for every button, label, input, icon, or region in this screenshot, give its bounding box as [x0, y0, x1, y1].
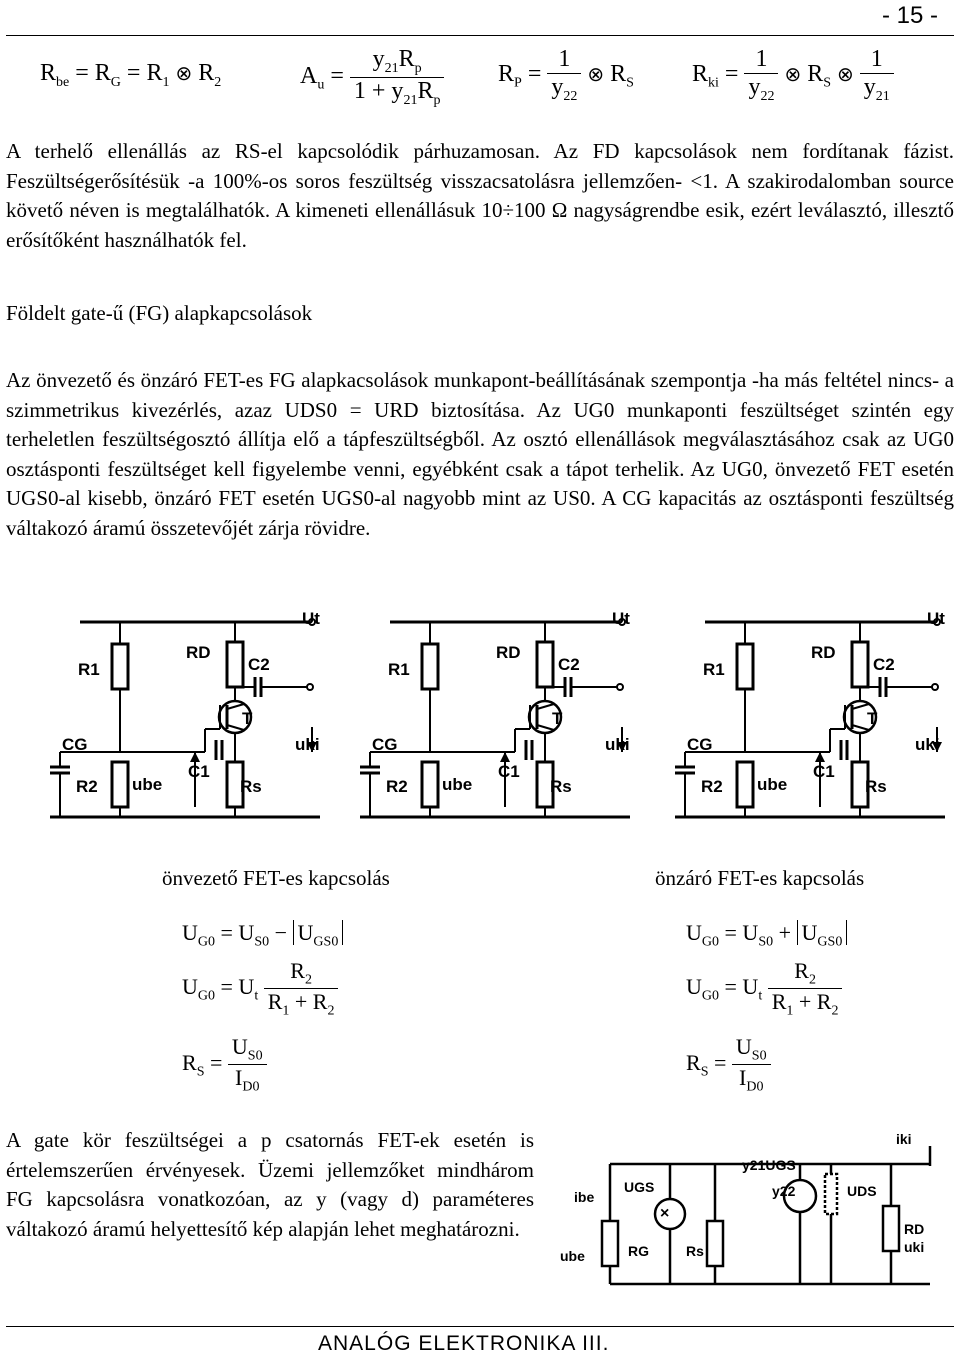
eq-right-2: $U_{G0} = U_t$ $\frac{R_2}{R_1 + R_2}$ [686, 958, 842, 1020]
label-r1-1: R1 [78, 660, 100, 679]
label-t-3: T [867, 709, 878, 728]
label-r1-3: R1 [703, 660, 725, 679]
label-t-1: T [242, 709, 253, 728]
cross-mark: × [660, 1205, 670, 1222]
label-r1-2: R1 [388, 660, 410, 679]
label-ut-2: Ut [612, 609, 630, 628]
label-t-2: T [552, 709, 563, 728]
label-uki-2: uki [605, 735, 630, 754]
eq-label-uds: UDS [847, 1183, 877, 1199]
label-c2-2: C2 [558, 655, 580, 674]
label-uki-3: uki [915, 735, 940, 754]
label-uki-1: uki [295, 735, 320, 754]
label-r2-1: R2 [76, 777, 98, 796]
formula-rp: $R_P$ = $\frac{1}{y_{22}}$ ⊗ $R_S$ [498, 46, 634, 104]
label-rd-1: RD [186, 643, 211, 662]
caption-onzaro: önzáró FET-es kapcsolás [655, 866, 865, 890]
eq-label-ube: ube [560, 1248, 585, 1264]
footer-title: ANALÓG ELEKTRONIKA III. [318, 1332, 610, 1355]
label-r2-3: R2 [701, 777, 723, 796]
eq-label-rg: RG [628, 1243, 649, 1259]
label-rs-3: Rs [865, 777, 887, 796]
label-rd-3: RD [811, 643, 836, 662]
paragraph-3: A gate kör feszültségei a p csatornás FET-ek esetén is értelemszerűen érvényesek. Üzemi jellemzőket mindhárom FG kapcsolásra vonatkozóan, az y (vagy d) paraméteres váltakozó áramú helyettesítő kép alapján lehet meghatározni. [6, 1128, 534, 1241]
paragraph-2: Az önvezető és önzáró FET-es FG alapkacsolások munkapont-beállításának szempontja -ha más feltétel nincs- a szimmetrikus kivezérlés, azaz UDS0 = URD biztosítása. Az UG0 munkaponti feszültséget szintén egy terheletlen feszültségosztó állítja elő a tápfeszültségből. Az osztó ellenállások megválasztásához csak az UG0 osztásponti feszültséget kell figyelembe venni, egyébként csak a tápot terhelik. Az UG0, önvezető FET esetén UGS0-al kisebb, önzáró FET esetén UGS0-al nagyobb mint az US0. A CG kapacitás az osztásponti feszültség váltakozó áramú összetevőjét zárja rövidre. [6, 368, 954, 540]
eq-label-uki: uki [904, 1239, 925, 1255]
label-ube-3: ube [757, 775, 788, 794]
label-ube-1: ube [132, 775, 163, 794]
eq-label-y21ugs: y21UGS [742, 1157, 796, 1173]
caption-onvezeto: önvezető FET-es kapcsolás [162, 866, 390, 890]
label-cg-3: CG [687, 735, 713, 754]
label-ut-3: Ut [927, 609, 945, 628]
label-c2-1: C2 [248, 655, 270, 674]
label-cg-1: CG [62, 735, 88, 754]
label-c1-1: C1 [188, 762, 210, 781]
label-cg-2: CG [372, 735, 398, 754]
section-heading: Földelt gate-ű (FG) alapkapcsolások [6, 301, 313, 325]
label-c2-3: C2 [873, 655, 895, 674]
label-c1-3: C1 [813, 762, 835, 781]
label-rs-1: Rs [240, 777, 262, 796]
label-rd-2: RD [496, 643, 521, 662]
label-ut-1: Ut [302, 609, 320, 628]
eq-label-iki: iki [896, 1131, 912, 1147]
eq-label-rs: Rs [686, 1243, 704, 1259]
formula-au: $A_u$ = $\frac{y_{21}R_p}{1 + y_{21}R_p}$ [300, 46, 444, 109]
footer-rule [6, 1326, 954, 1327]
eq-left-1: $U_{G0} = U_{S0} - U_{GS0}$ [182, 920, 343, 950]
eq-label-ibe: ibe [574, 1189, 595, 1205]
label-r2-2: R2 [386, 777, 408, 796]
eq-right-3: $R_S$ = $\frac{U_{S0}}{I_{D0}}$ [686, 1034, 771, 1096]
eq-right-1: $U_{G0} = U_{S0} + U_{GS0}$ [686, 920, 847, 950]
eq-label-y22: y22 [772, 1183, 796, 1199]
formula-rbe: $R_{be} = R_G = R_1$ ⊗ $R_2$ [40, 60, 222, 90]
eq-left-3: $R_S$ = $\frac{U_{S0}}{I_{D0}}$ [182, 1034, 267, 1096]
equivalent-circuit-diagram [560, 1126, 956, 1296]
page-number: - 15 - [881, 2, 938, 29]
eq-label-rd: RD [904, 1221, 925, 1237]
eq-left-2: $U_{G0} = U_t$ $\frac{R_2}{R_1 + R_2}$ [182, 958, 338, 1020]
header-rule [6, 35, 954, 36]
label-rs-2: Rs [550, 777, 572, 796]
label-c1-2: C1 [498, 762, 520, 781]
paragraph-1: A terhelő ellenállás az RS-el kapcsolódik párhuzamosan. Az FD kapcsolások nem fordítanak fázist. Feszültségerősítésük -a 100%-os soros feszültség visszacsatolásra jellemzően- <1. A szakirodalomban source követő néven is megtalálhatók. A kimeneti ellenállásuk 10÷100 Ω nagyságrendbe esik, ezért leválasztó, illesztő erősítőként használhatók fel. [6, 139, 954, 252]
eq-label-ugs: UGS [624, 1179, 655, 1195]
formula-rki: $R_{ki}$ = $\frac{1}{y_{22}}$ ⊗ $R_S$ ⊗ $\frac{1}{y_{21}}$ [692, 46, 894, 105]
label-ube-2: ube [442, 775, 473, 794]
fg-circuits-diagram [0, 602, 960, 832]
